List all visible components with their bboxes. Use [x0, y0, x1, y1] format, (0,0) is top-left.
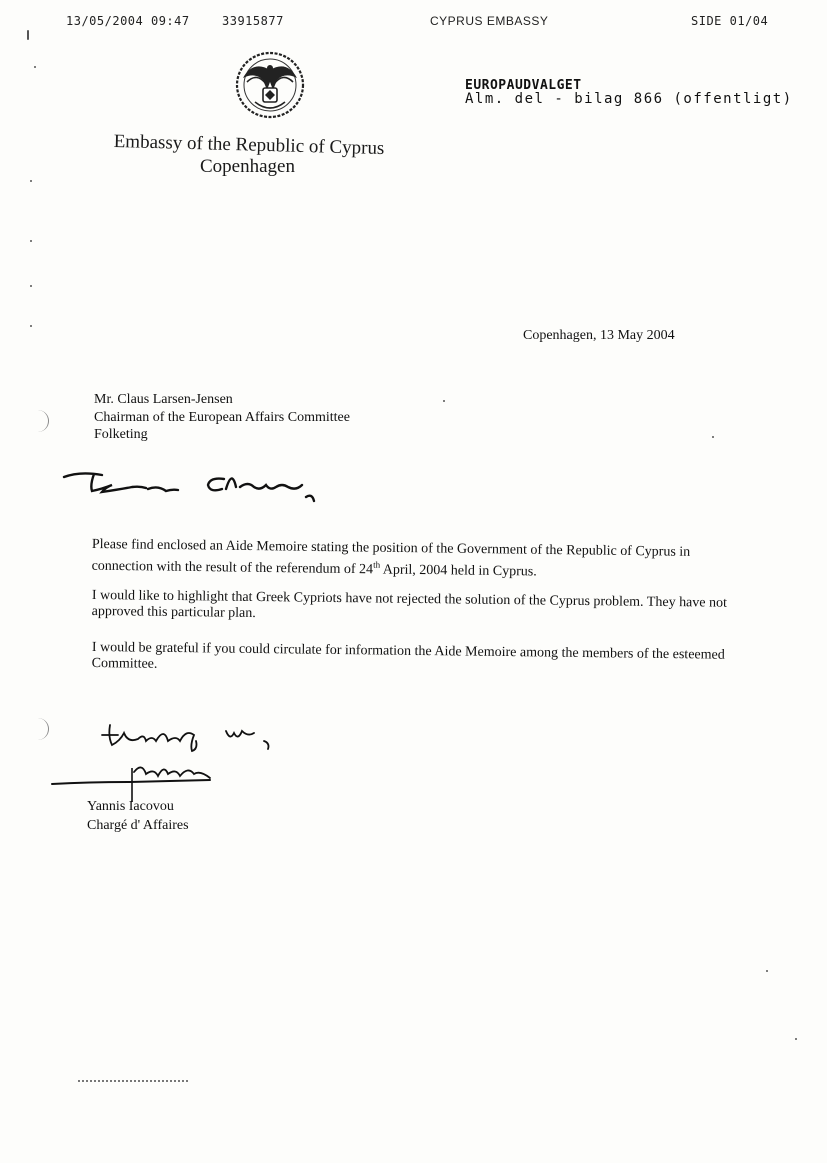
letterhead-embassy-name: Embassy of the Republic of Cyprus [113, 131, 385, 160]
scan-speck [27, 30, 29, 40]
scan-dots [78, 1080, 188, 1084]
cyprus-coat-of-arms-icon [233, 50, 307, 120]
fax-page-number: SIDE 01/04 [691, 14, 769, 28]
body-paragraph-2: I would like to highlight that Greek Cypriots have not rejected the solution of the Cyprus problem. They have not approved this particular plan. [91, 588, 728, 622]
scan-speck [795, 1038, 797, 1040]
scan-speck [766, 970, 768, 972]
scan-speck [30, 285, 32, 287]
scan-speck [30, 240, 32, 242]
punch-hole-mark [30, 718, 49, 740]
recipient-organization: Folketing [94, 427, 148, 442]
signatory-title: Chargé d' Affaires [87, 818, 189, 833]
punch-hole-mark [30, 410, 49, 432]
fax-datetime: 13/05/2004 09:47 [66, 14, 190, 28]
scan-speck [30, 325, 32, 327]
handwritten-closing [98, 715, 278, 757]
body-paragraph-1-end: April, 2004 held in Cyprus. [379, 562, 537, 580]
date-line: Copenhagen, 13 May 2004 [523, 328, 675, 343]
fax-sender: CYPRUS EMBASSY [430, 14, 549, 28]
fax-number: 33915877 [222, 14, 284, 28]
body-paragraph-3: I would be grateful if you could circulate for information the Aide Memoire among the members of the esteemed Committee. [91, 640, 725, 672]
stamp-reference: Alm. del - bilag 866 (offentligt) [465, 91, 793, 107]
scan-speck [30, 180, 32, 182]
recipient-name: Mr. Claus Larsen-Jensen [94, 392, 233, 407]
recipient-title: Chairman of the European Affairs Committee [94, 409, 350, 425]
body-paragraph-1 [92, 537, 732, 583]
scan-speck [34, 66, 36, 68]
stamp-heading: EUROPAUDVALGET [465, 78, 582, 93]
handwritten-salutation [62, 463, 332, 509]
signatory-block [87, 797, 189, 835]
date-ordinal-suffix: th [373, 559, 381, 570]
scan-speck [443, 400, 445, 402]
letterhead-city: Copenhagen [200, 156, 295, 177]
recipient-block [94, 391, 434, 444]
scan-speck [712, 436, 714, 438]
body-paragraph-1-text: Please find enclosed an Aide Memoire stating the position of the Government of the Republic of Cyprus in connection with the result of the referendum of 24 [91, 537, 691, 578]
signatory-name: Yannis Iacovou [87, 799, 174, 814]
